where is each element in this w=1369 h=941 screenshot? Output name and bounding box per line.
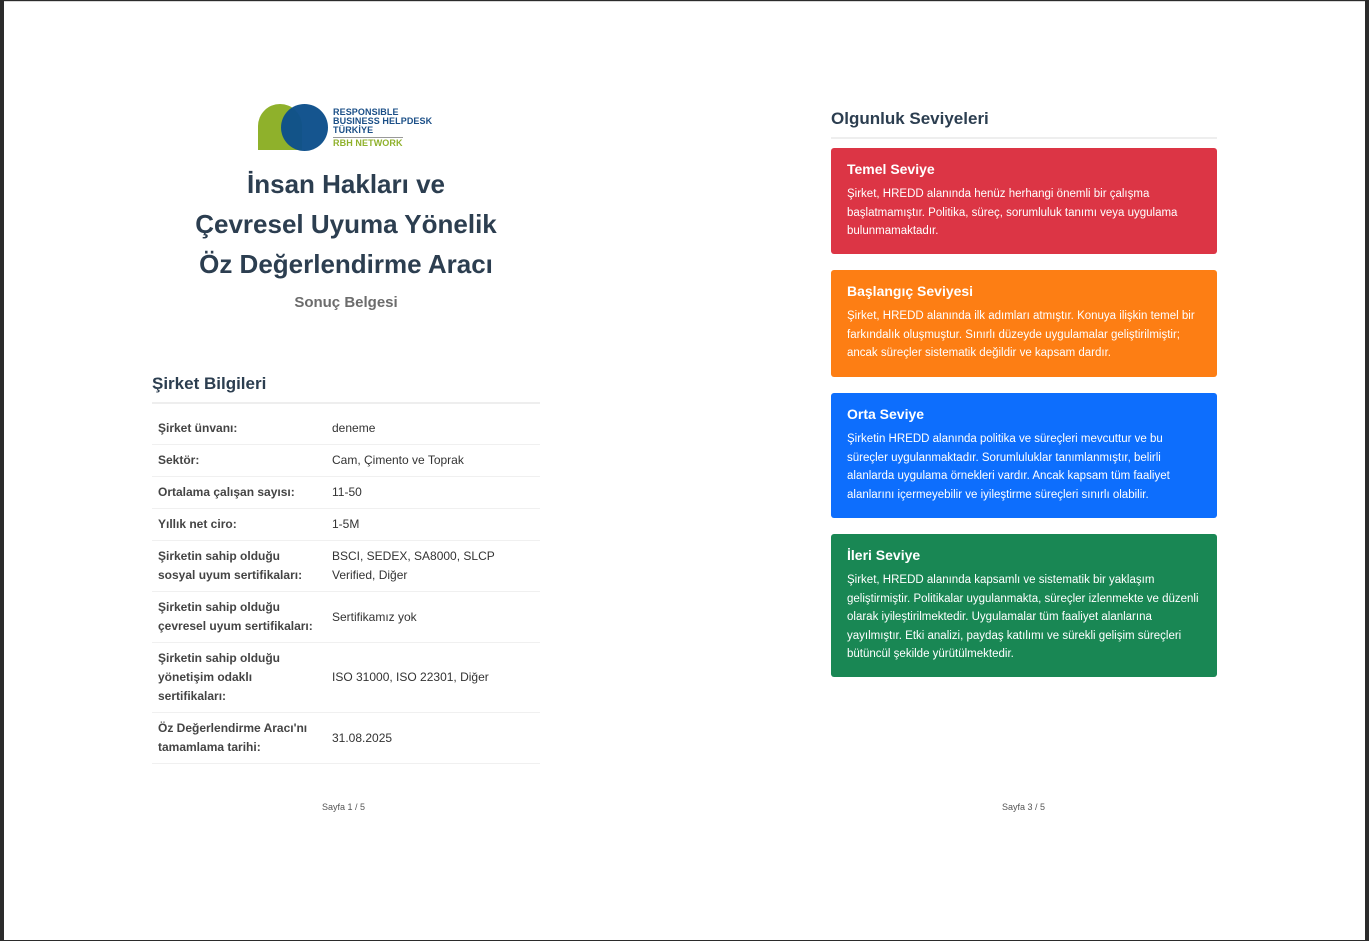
level-title: Başlangıç Seviyesi bbox=[847, 283, 974, 299]
row-value: Cam, Çimento ve Toprak bbox=[326, 445, 540, 477]
level-card-baslangic bbox=[831, 270, 1217, 377]
table-row bbox=[152, 541, 540, 592]
row-label: Sektör: bbox=[152, 445, 326, 477]
table-row bbox=[152, 413, 540, 445]
document-subtitle: Sonuç Belgesi bbox=[294, 294, 398, 311]
row-label: Ortalama çalışan sayısı: bbox=[152, 477, 326, 509]
maturity-levels-heading: Olgunluk Seviyeleri bbox=[831, 109, 1217, 139]
logo-text bbox=[333, 108, 432, 148]
page-number-left: Sayfa 1 / 5 bbox=[322, 802, 366, 812]
row-value: deneme bbox=[326, 413, 540, 445]
row-label: Yıllık net ciro: bbox=[152, 509, 326, 541]
row-value: 31.08.2025 bbox=[326, 713, 540, 764]
company-info-heading: Şirket Bilgileri bbox=[152, 374, 540, 404]
level-card-temel bbox=[831, 148, 1217, 254]
level-title: Orta Seviye bbox=[847, 406, 925, 422]
table-row bbox=[152, 509, 540, 541]
level-description: Şirket, HREDD alanında kapsamlı ve sistematik bir yaklaşım geliştirmiştir. Politikalar uygulanmakta, süreçler izlenmekte ve düzenli olarak iyileştirilmektedir. Uygulamalar tüm faaliyet alanlarına yayılmıştır. Etki analizi, paydaş katılımı ve sürekli gelişim süreçleri bütüncül şekilde yürütülmektedir. bbox=[847, 574, 1199, 660]
row-value: 11-50 bbox=[326, 477, 540, 509]
row-value: 1-5M bbox=[326, 509, 540, 541]
row-label: Şirketin sahip olduğu yönetişim odaklı sertifikaları: bbox=[152, 643, 326, 713]
logo-line-2: BUSINESS HELPDESK bbox=[333, 116, 433, 126]
logo-network: RBH NETWORK bbox=[333, 138, 403, 148]
logo-blue-circle-icon bbox=[281, 104, 328, 151]
table-row bbox=[152, 477, 540, 509]
row-label: Şirketin sahip olduğu sosyal uyum sertifikaları: bbox=[152, 541, 326, 592]
level-description: Şirket, HREDD alanında ilk adımları atmıştır. Konuya ilişkin temel bir farkındalık oluşmuştur. Sınırlı düzeyde uygulamalar geliştirilmiştir; ancak süreçler sistematik değildir ve kapsam dardır. bbox=[847, 310, 1195, 359]
rbh-logo bbox=[258, 104, 438, 152]
level-title: İleri Seviye bbox=[847, 547, 921, 563]
row-label: Şirket ünvanı: bbox=[152, 413, 326, 445]
level-title: Temel Seviye bbox=[847, 161, 935, 177]
row-value: ISO 31000, ISO 22301, Diğer bbox=[326, 643, 540, 713]
logo-line-1: RESPONSIBLE bbox=[333, 107, 399, 117]
company-info-table bbox=[152, 413, 540, 764]
row-value: Sertifikamız yok bbox=[326, 592, 540, 643]
level-description: Şirketin HREDD alanında politika ve süreçleri mevcuttur ve bu süreçler uygulanmaktadır. Sorumluluklar tanımlanmıştır, belirli alanlarda uygulama örnekleri vardır. Ancak kapsam tüm faaliyet alanlarını içermeyebilir ve iyileştirme süreçleri sınırlı olabilir. bbox=[847, 433, 1170, 501]
logo-line-3: TÜRKİYE bbox=[333, 125, 374, 135]
table-row bbox=[152, 713, 540, 764]
table-row bbox=[152, 445, 540, 477]
table-row bbox=[152, 643, 540, 713]
row-value: BSCI, SEDEX, SA8000, SLCP Verified, Diğer bbox=[326, 541, 540, 592]
level-card-orta bbox=[831, 393, 1217, 518]
document-title: İnsan Hakları ve Çevresel Uyuma Yönelik Öz Değerlendirme Aracı bbox=[195, 169, 497, 279]
row-label: Şirketin sahip olduğu çevresel uyum sertifikaları: bbox=[152, 592, 326, 643]
page-number-right: Sayfa 3 / 5 bbox=[1002, 802, 1046, 812]
table-row bbox=[152, 592, 540, 643]
row-label: Öz Değerlendirme Aracı'nı tamamlama tarihi: bbox=[152, 713, 326, 764]
level-description: Şirket, HREDD alanında henüz herhangi önemli bir çalışma başlatmamıştır. Politika, süreç, sorumluluk tanımı veya uygulama bulunmamaktadır. bbox=[847, 188, 1178, 237]
level-card-ileri bbox=[831, 534, 1217, 677]
document-viewer-sheet bbox=[4, 1, 1365, 940]
